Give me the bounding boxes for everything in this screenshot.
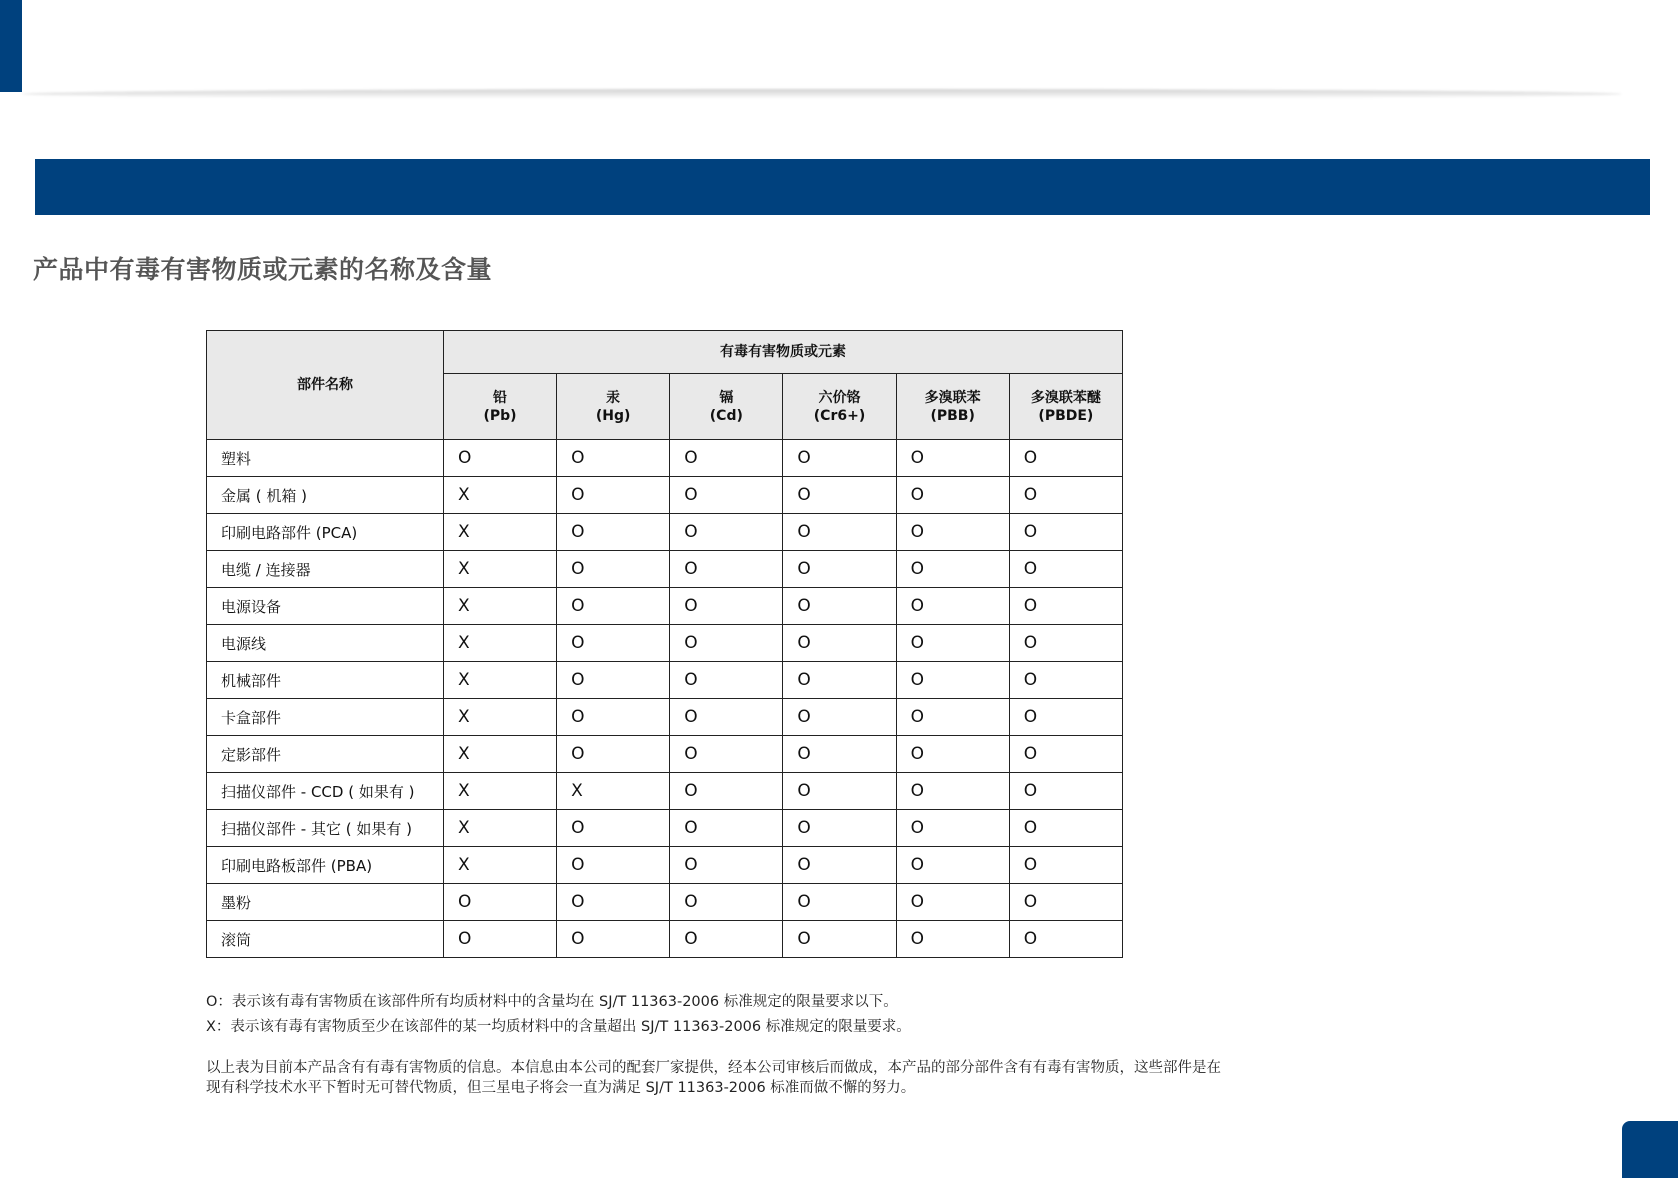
part-name-cell: 滚筒 xyxy=(207,921,444,958)
content-mark-cell: O xyxy=(670,847,783,884)
part-name-cell: 扫描仪部件 - CCD ( 如果有 ) xyxy=(207,773,444,810)
content-mark-cell: O xyxy=(557,625,670,662)
part-name-cell: 扫描仪部件 - 其它 ( 如果有 ) xyxy=(207,810,444,847)
content-mark-cell: O xyxy=(896,736,1009,773)
content-mark-cell: O xyxy=(670,551,783,588)
content-mark-cell: O xyxy=(896,588,1009,625)
content-mark-cell: O xyxy=(557,588,670,625)
content-mark-cell: X xyxy=(443,847,556,884)
content-mark-cell: X xyxy=(443,773,556,810)
content-mark-cell: O xyxy=(670,884,783,921)
substance-formula: (PBDE) xyxy=(1038,407,1094,424)
substance-group-header: 有毒有害物质或元素 xyxy=(443,331,1122,374)
content-mark-cell: O xyxy=(783,773,896,810)
compliance-statement: 以上表为目前本产品含有有毒有害物质的信息。本信息由本公司的配套厂家提供，经本公司审核后而做成，本产品的部分部件含有有毒有害物质，这些部件是在现有科学技术水平下暂时无可替代物质，但三星电子将会一直为满足 SJ/T 11363-2006 标准而做不懈的努力。 xyxy=(206,1060,1221,1096)
content-mark-cell: O xyxy=(896,551,1009,588)
content-mark-cell: O xyxy=(557,736,670,773)
content-mark-cell: O xyxy=(557,551,670,588)
content-mark-cell: O xyxy=(557,921,670,958)
content-mark-cell: O xyxy=(896,625,1009,662)
content-mark-cell: O xyxy=(670,736,783,773)
part-name-header: 部件名称 xyxy=(207,331,444,440)
content-mark-cell: O xyxy=(1009,551,1122,588)
content-mark-cell: O xyxy=(1009,625,1122,662)
content-mark-cell: O xyxy=(670,662,783,699)
part-name-cell: 卡盒部件 xyxy=(207,699,444,736)
content-mark-cell: O xyxy=(783,921,896,958)
table-row xyxy=(207,884,1123,921)
content-mark-cell: X xyxy=(443,662,556,699)
content-mark-cell: O xyxy=(1009,514,1122,551)
part-name-cell: 印刷电路部件 (PCA) xyxy=(207,514,444,551)
content-mark-cell: O xyxy=(1009,884,1122,921)
substance-formula: (Hg) xyxy=(595,407,631,424)
content-mark-cell: O xyxy=(443,884,556,921)
table-row xyxy=(207,773,1123,810)
content-mark-cell: O xyxy=(1009,847,1122,884)
content-mark-cell: O xyxy=(443,921,556,958)
table-row xyxy=(207,551,1123,588)
content-mark-cell: O xyxy=(783,514,896,551)
part-name-cell: 机械部件 xyxy=(207,662,444,699)
content-mark-cell: O xyxy=(557,514,670,551)
content-mark-cell: O xyxy=(1009,921,1122,958)
substance-name: 铅 xyxy=(493,389,508,406)
part-name-cell: 电源线 xyxy=(207,625,444,662)
substance-name: 多溴联苯 xyxy=(924,389,981,406)
part-name-cell: 定影部件 xyxy=(207,736,444,773)
table-row xyxy=(207,699,1123,736)
content-mark-cell: O xyxy=(896,440,1009,477)
hazardous-substance-table xyxy=(206,330,1123,958)
content-mark-cell: X xyxy=(443,588,556,625)
content-mark-cell: O xyxy=(557,810,670,847)
content-mark-cell: X xyxy=(443,477,556,514)
content-mark-cell: O xyxy=(670,921,783,958)
content-mark-cell: O xyxy=(670,810,783,847)
table-row xyxy=(207,588,1123,625)
content-mark-cell: O xyxy=(1009,477,1122,514)
content-mark-cell: O xyxy=(1009,699,1122,736)
content-mark-cell: X xyxy=(443,514,556,551)
content-mark-cell: O xyxy=(896,514,1009,551)
content-mark-cell: O xyxy=(783,588,896,625)
content-mark-cell: X xyxy=(557,773,670,810)
section-title-bar xyxy=(35,159,1650,215)
table-row xyxy=(207,662,1123,699)
content-mark-cell: O xyxy=(896,699,1009,736)
content-mark-cell: O xyxy=(783,662,896,699)
content-mark-cell: O xyxy=(1009,440,1122,477)
content-mark-cell: O xyxy=(896,847,1009,884)
part-name-cell: 电缆 / 连接器 xyxy=(207,551,444,588)
part-name-cell: 印刷电路板部件 (PBA) xyxy=(207,847,444,884)
content-mark-cell: O xyxy=(557,477,670,514)
substance-name: 镉 xyxy=(719,389,734,406)
table-row xyxy=(207,810,1123,847)
content-mark-cell: O xyxy=(1009,662,1122,699)
part-name-cell: 金属 ( 机箱 ) xyxy=(207,477,444,514)
table-row xyxy=(207,440,1123,477)
table-row xyxy=(207,736,1123,773)
content-mark-cell: X xyxy=(443,551,556,588)
content-mark-cell: X xyxy=(443,810,556,847)
content-mark-cell: O xyxy=(783,551,896,588)
content-mark-cell: O xyxy=(670,699,783,736)
content-mark-cell: O xyxy=(670,477,783,514)
x-legend-note: X：表示该有毒有害物质至少在该部件的某一均质材料中的含量超出 SJ/T 11363-2006 标准规定的限量要求。 xyxy=(206,1019,911,1035)
content-mark-cell: O xyxy=(1009,588,1122,625)
table-row xyxy=(207,625,1123,662)
content-mark-cell: O xyxy=(557,440,670,477)
content-mark-cell: O xyxy=(670,440,783,477)
content-mark-cell: O xyxy=(443,440,556,477)
content-mark-cell: O xyxy=(783,810,896,847)
content-mark-cell: O xyxy=(783,440,896,477)
content-mark-cell: O xyxy=(1009,810,1122,847)
content-mark-cell: O xyxy=(557,884,670,921)
content-mark-cell: O xyxy=(670,514,783,551)
content-mark-cell: O xyxy=(783,477,896,514)
substance-header xyxy=(557,374,670,440)
substance-header xyxy=(670,374,783,440)
content-mark-cell: O xyxy=(896,662,1009,699)
substance-header xyxy=(443,374,556,440)
content-mark-cell: O xyxy=(670,625,783,662)
content-mark-cell: O xyxy=(896,810,1009,847)
substance-formula: (Cr6+) xyxy=(813,407,866,424)
part-name-cell: 塑料 xyxy=(207,440,444,477)
substance-name: 汞 xyxy=(606,389,621,406)
part-name-cell: 电源设备 xyxy=(207,588,444,625)
substance-header xyxy=(1009,374,1122,440)
section-title: 产品中有毒有害物质或元素的名称及含量 xyxy=(33,255,493,284)
substance-name: 多溴联苯醚 xyxy=(1030,389,1101,406)
page-corner-tab xyxy=(1622,1121,1678,1178)
content-mark-cell: O xyxy=(1009,736,1122,773)
notes xyxy=(206,990,1226,1098)
content-mark-cell: O xyxy=(783,625,896,662)
content-mark-cell: O xyxy=(557,662,670,699)
content-mark-cell: X xyxy=(443,625,556,662)
substance-formula: (PBB) xyxy=(930,407,975,424)
content-mark-cell: O xyxy=(896,477,1009,514)
content-mark-cell: O xyxy=(896,884,1009,921)
substance-formula: (Cd) xyxy=(709,407,743,424)
part-name-cell: 墨粉 xyxy=(207,884,444,921)
corner-tab xyxy=(0,0,22,92)
content-mark-cell: O xyxy=(783,884,896,921)
content-mark-cell: O xyxy=(896,773,1009,810)
substance-header xyxy=(896,374,1009,440)
content-mark-cell: O xyxy=(896,921,1009,958)
substance-header xyxy=(783,374,896,440)
content-mark-cell: O xyxy=(670,773,783,810)
o-legend-note: O：表示该有毒有害物质在该部件所有均质材料中的含量均在 SJ/T 11363-2006 标准规定的限量要求以下。 xyxy=(206,994,898,1010)
table-row xyxy=(207,477,1123,514)
content-mark-cell: O xyxy=(1009,773,1122,810)
content-mark-cell: O xyxy=(557,847,670,884)
table-row xyxy=(207,514,1123,551)
table-row xyxy=(207,921,1123,958)
content-mark-cell: O xyxy=(557,699,670,736)
content-mark-cell: O xyxy=(783,699,896,736)
content-mark-cell: O xyxy=(783,847,896,884)
header-divider xyxy=(22,89,1622,99)
content-mark-cell: O xyxy=(783,736,896,773)
content-mark-cell: O xyxy=(670,588,783,625)
substance-formula: (Pb) xyxy=(483,407,517,424)
table-row xyxy=(207,847,1123,884)
substance-name: 六价铬 xyxy=(818,389,861,406)
content-mark-cell: X xyxy=(443,699,556,736)
content-mark-cell: X xyxy=(443,736,556,773)
